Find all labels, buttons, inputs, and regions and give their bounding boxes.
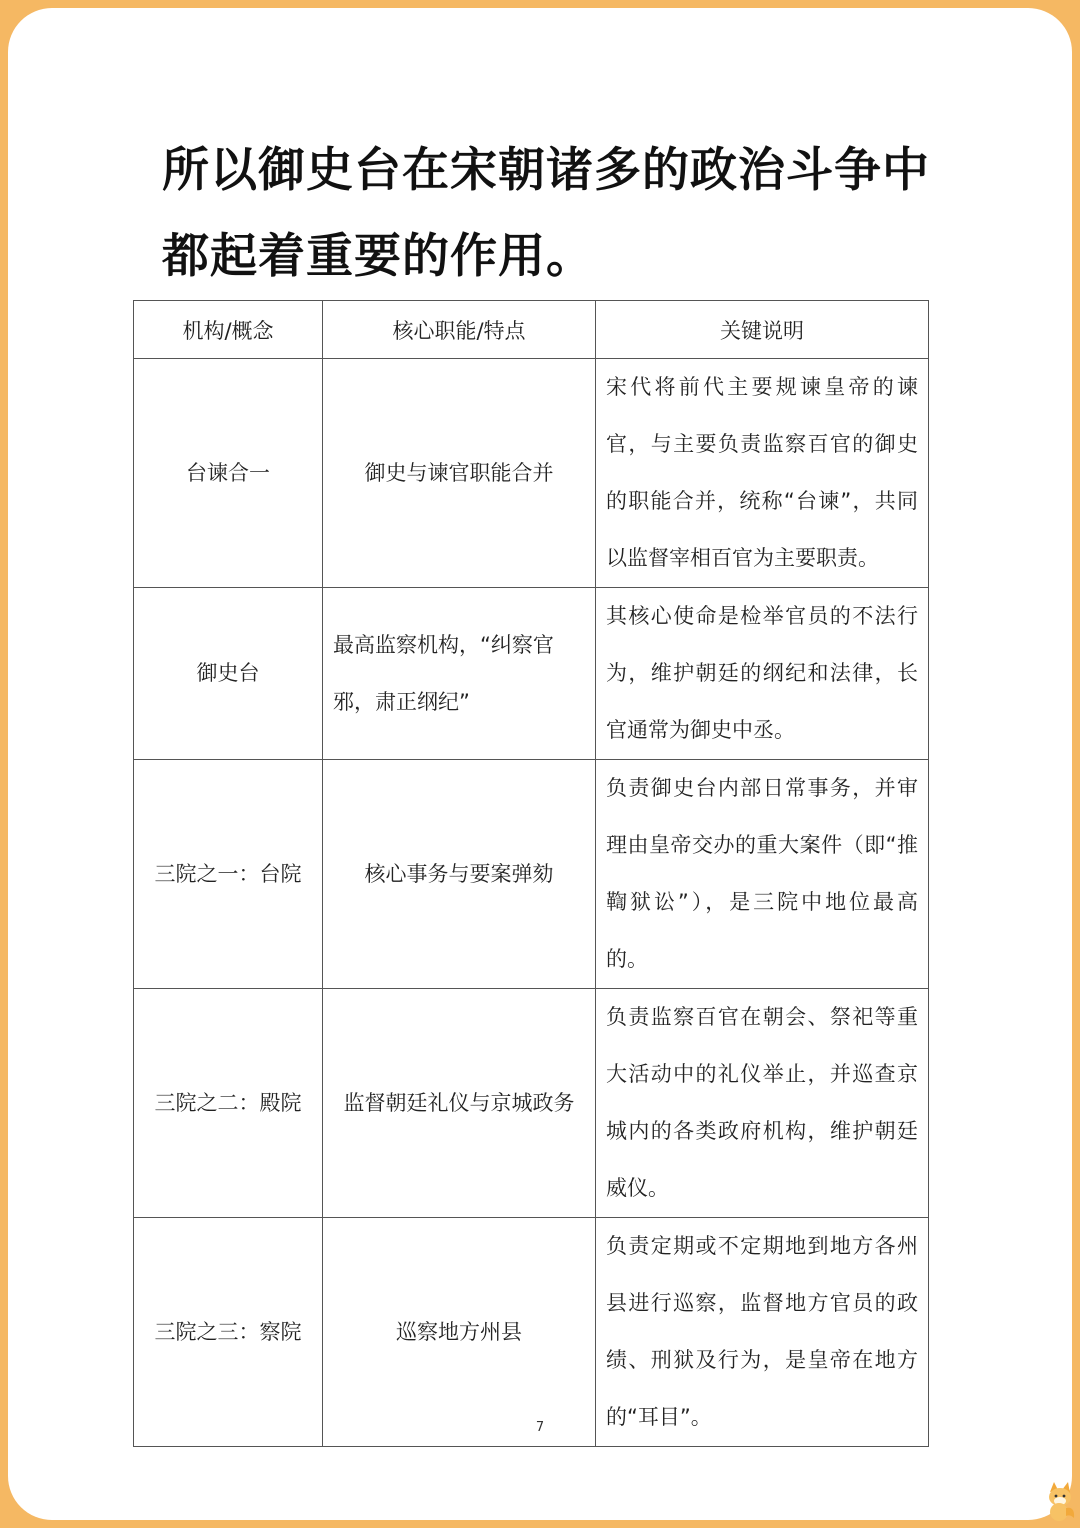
table-row [134, 359, 929, 588]
row-description: 负责监察百官在朝会、祭祀等重大活动中的礼仪举止，并巡查京城内的各类政府机构，维护朝廷威仪。 [596, 989, 929, 1218]
table-container [133, 300, 928, 1447]
row-institution: 御史台 [134, 588, 323, 760]
institution-table [133, 300, 929, 1447]
row-institution: 三院之三：察院 [134, 1218, 323, 1447]
table-header-row [134, 301, 929, 359]
row-function: 巡察地方州县 [323, 1218, 596, 1447]
table-row [134, 588, 929, 760]
page-number: 7 [535, 1420, 545, 1435]
table-row [134, 1218, 929, 1447]
header-institution: 机构/概念 [134, 301, 323, 359]
row-institution: 三院之一：台院 [134, 760, 323, 989]
page-title: 所以御史台在宋朝诸多的政治斗争中都起着重要的作用。 [162, 143, 930, 284]
fox-mascot-icon [1044, 1478, 1076, 1522]
table-row [134, 989, 929, 1218]
row-institution: 台谏合一 [134, 359, 323, 588]
header-description: 关键说明 [596, 301, 929, 359]
row-description: 其核心使命是检举官员的不法行为，维护朝廷的纲纪和法律，长官通常为御史中丞。 [596, 588, 929, 760]
row-function: 监督朝廷礼仪与京城政务 [323, 989, 596, 1218]
row-function: 御史与谏官职能合并 [323, 359, 596, 588]
row-description: 负责定期或不定期地到地方各州县进行巡察，监督地方官员的政绩、刑狱及行为，是皇帝在地方的“耳目”。 [596, 1218, 929, 1447]
header-function: 核心职能/特点 [323, 301, 596, 359]
table-row [134, 760, 929, 989]
row-function: 最高监察机构，“纠察官邪，肃正纲纪” [323, 588, 596, 760]
row-function: 核心事务与要案弹劾 [323, 760, 596, 989]
row-institution: 三院之二：殿院 [134, 989, 323, 1218]
row-description: 宋代将前代主要规谏皇帝的谏官，与主要负责监察百官的御史的职能合并，统称“台谏”，共同以监督宰相百官为主要职责。 [596, 359, 929, 588]
row-description: 负责御史台内部日常事务，并审理由皇帝交办的重大案件（即“推鞫狱讼”），是三院中地位最高的。 [596, 760, 929, 989]
